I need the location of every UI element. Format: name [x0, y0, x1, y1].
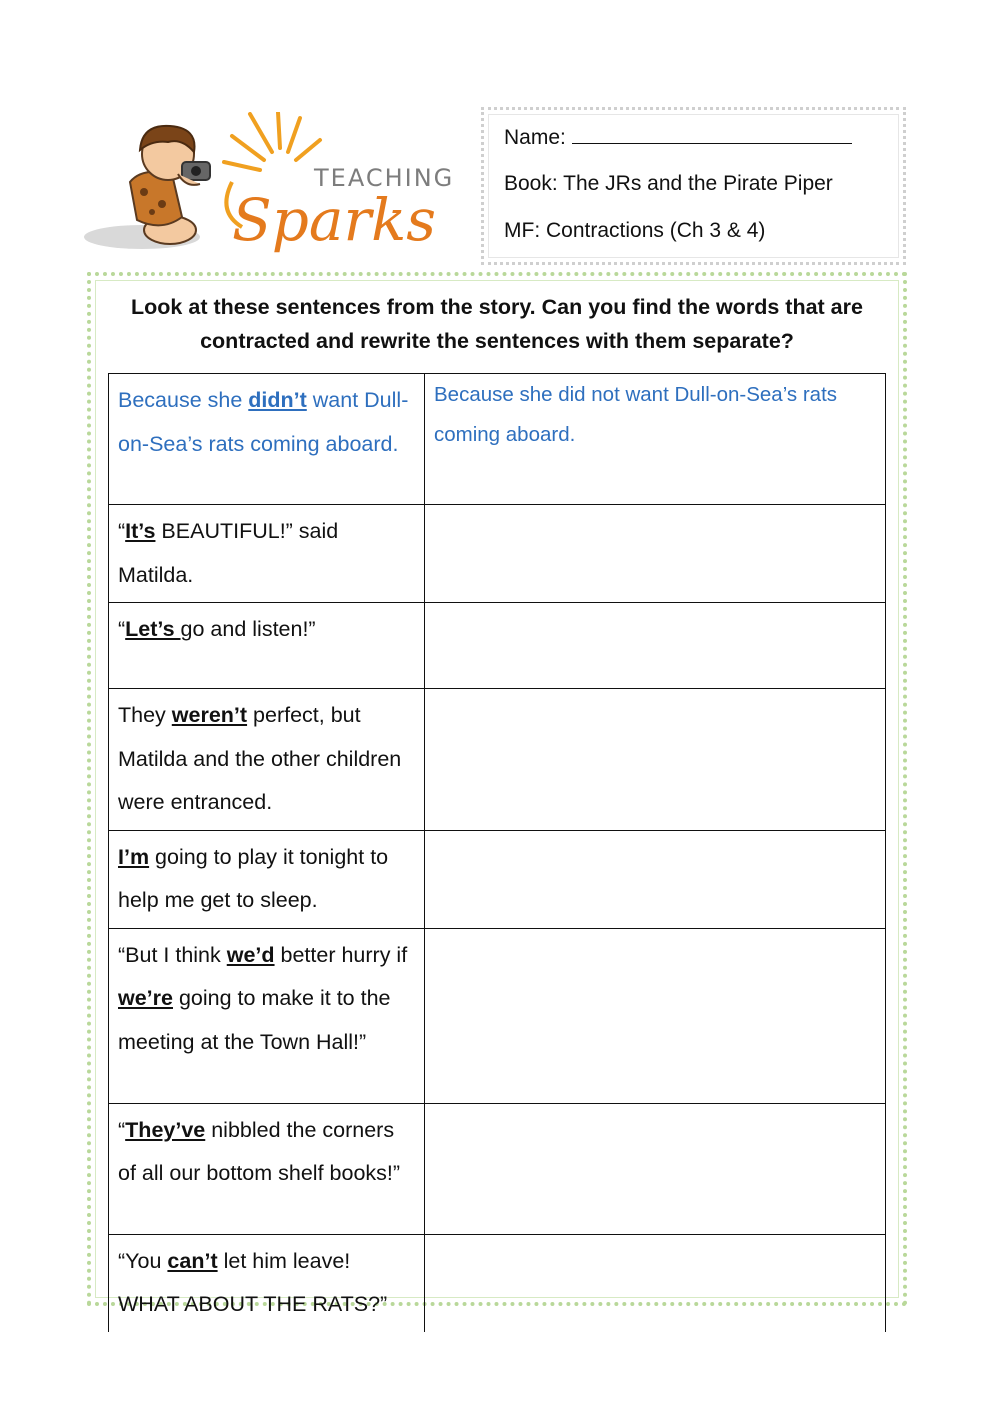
answer-cell[interactable]: [425, 505, 886, 603]
contraction-word: They’ve: [125, 1117, 206, 1142]
contraction-word: didn’t: [248, 388, 307, 412]
answer-cell[interactable]: Because she did not want Dull-on-Sea’s rats coming aboard.: [425, 374, 886, 505]
sentence-cell: [109, 830, 425, 928]
contraction-word: It’s: [125, 519, 156, 543]
sentence-text: They: [118, 703, 172, 727]
sentence-text: “: [118, 519, 126, 543]
sentence-cell: [109, 505, 425, 603]
contraction-word: can’t: [167, 1248, 218, 1273]
sentence-cell: [109, 374, 425, 505]
contraction-word: we’d: [226, 942, 275, 967]
sentence-text: going to play it tonight to help me get to sleep.: [118, 844, 389, 912]
answer-cell[interactable]: [425, 830, 886, 928]
logo-graphic: [82, 112, 462, 262]
answer-cell[interactable]: [425, 603, 886, 689]
sentence-text: BEAUTIFUL!” said Matilda.: [118, 519, 339, 587]
book-line: Book: The JRs and the Pirate Piper: [504, 172, 833, 195]
sentence-text: Because she: [118, 388, 249, 412]
sentence-text: “: [118, 1117, 126, 1142]
sentence-text: want Dull-on-Sea’s rats coming aboard.: [118, 388, 409, 456]
sentence-text: “But I think: [118, 942, 227, 967]
mf-line: MF: Contractions (Ch 3 & 4): [504, 219, 766, 242]
table-row: [109, 603, 886, 689]
brand-teaching-text: TEACHING: [314, 164, 455, 192]
table-row: [109, 830, 886, 928]
sentence-text: better hurry if: [274, 942, 408, 967]
sun-rays-icon: [224, 112, 320, 170]
sentence-cell: [109, 689, 425, 831]
teaching-sparks-logo: [82, 112, 462, 262]
name-field[interactable]: [572, 125, 852, 144]
contraction-word: Let’s: [125, 617, 181, 641]
sentence-text: “: [118, 617, 126, 641]
contraction-word: weren’t: [171, 703, 248, 727]
answer-cell[interactable]: [425, 1103, 886, 1234]
student-info-box: [481, 107, 906, 265]
answer-cell[interactable]: [425, 1234, 886, 1332]
name-label: Name:: [504, 126, 566, 149]
sentence-text: go and listen!”: [180, 617, 316, 641]
sentence-cell: [109, 603, 425, 689]
sentence-text: let him leave! WHAT ABOUT THE RATS?”: [118, 1248, 388, 1316]
brand-sparks-text: Sparks: [232, 186, 437, 254]
contractions-table: [108, 373, 886, 1332]
caveman-camera-mascot-icon: [84, 126, 210, 249]
answer-cell[interactable]: [425, 928, 886, 1103]
table-row: [109, 1103, 886, 1234]
sentence-text: going to make it to the meeting at the Town Hall!”: [118, 986, 391, 1054]
sentence-text: perfect, but Matilda and the other children were entranced.: [118, 703, 402, 814]
sentence-cell: [109, 928, 425, 1103]
table-row: [109, 1234, 886, 1332]
contraction-word: I’m: [118, 844, 150, 869]
contraction-word: we’re: [118, 986, 173, 1010]
answer-cell[interactable]: [425, 689, 886, 831]
sentence-cell: [109, 1103, 425, 1234]
sentence-cell: [109, 1234, 425, 1332]
sentence-text: “You: [118, 1248, 168, 1273]
instructions-text: Look at these sentences from the story. Can you find the words that are contracted and rewrite the sentences with them separate?: [131, 295, 863, 353]
table-body: [109, 374, 886, 1332]
table-row: [109, 928, 886, 1103]
sentence-text: nibbled the corners of all our bottom shelf books!”: [118, 1117, 401, 1185]
table-row: [109, 689, 886, 831]
table-row: [109, 505, 886, 603]
name-line: [504, 125, 852, 150]
table-row: [109, 374, 886, 505]
